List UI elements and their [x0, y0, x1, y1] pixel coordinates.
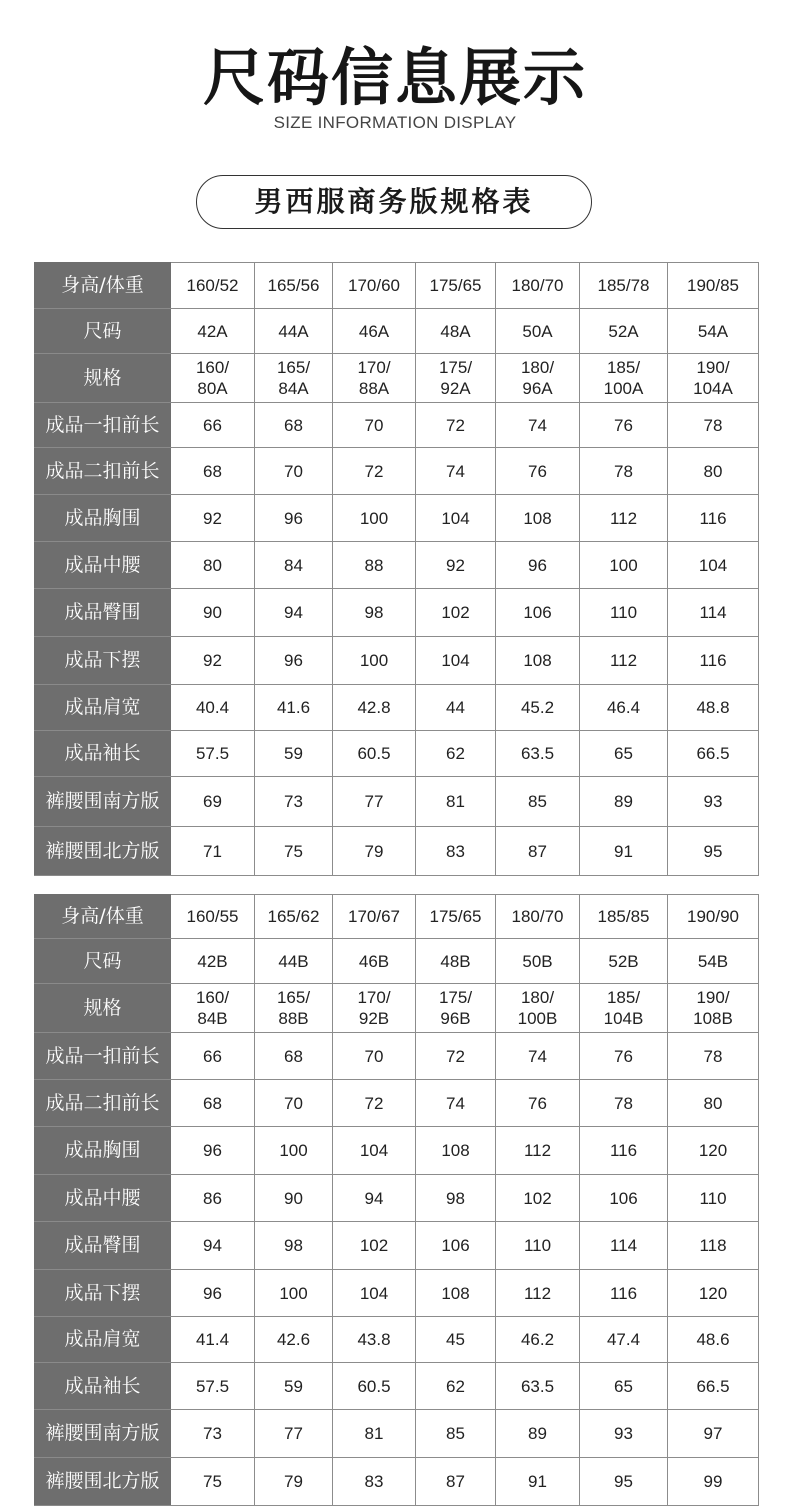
- table-cell: 175/65: [416, 263, 496, 309]
- table-row: [35, 777, 759, 827]
- table-cell: 42B: [171, 939, 255, 984]
- table-cell: 60.5: [333, 1363, 416, 1410]
- table-row: [35, 895, 759, 939]
- cell-line: 92B: [358, 1009, 390, 1028]
- table-heading: 男西服商务版规格表: [196, 175, 592, 229]
- table-cell: 165/56: [255, 263, 333, 309]
- table-cell: 72: [333, 1080, 416, 1127]
- table-cell: 65: [580, 1363, 668, 1410]
- row-label: 成品下摆: [35, 1270, 171, 1317]
- table-cell: 70: [255, 1080, 333, 1127]
- table-cell: 66: [171, 403, 255, 448]
- row-label: 成品一扣前长: [35, 1033, 171, 1080]
- table-cell: 104: [668, 542, 759, 589]
- cell-line: 104B: [603, 1009, 644, 1028]
- table-cell: 62: [416, 731, 496, 777]
- table-cell: 170/67: [333, 895, 416, 939]
- table-cell: 78: [668, 1033, 759, 1080]
- table-cell: 66: [171, 1033, 255, 1080]
- table-cell: 72: [333, 448, 416, 495]
- table-cell: 185/78: [580, 263, 668, 309]
- table-cell: 102: [496, 1175, 580, 1222]
- table-cell: 46.2: [496, 1317, 580, 1363]
- cell-line: 160/: [195, 988, 230, 1007]
- table-cell: 102: [416, 589, 496, 637]
- table-cell: 62: [416, 1363, 496, 1410]
- table-cell: 100: [333, 637, 416, 685]
- cell-line: 160/: [195, 358, 230, 377]
- table-row: [35, 1458, 759, 1506]
- table-cell: 116: [580, 1127, 668, 1175]
- table-cell: [255, 984, 333, 1033]
- table-cell: 68: [255, 403, 333, 448]
- table-row: [35, 685, 759, 731]
- table-cell: 96: [171, 1270, 255, 1317]
- cell-line: 190/: [696, 358, 730, 377]
- table-cell: [496, 984, 580, 1033]
- table-cell: 116: [668, 637, 759, 685]
- table-cell: 108: [416, 1127, 496, 1175]
- cell-line: 165/: [276, 988, 311, 1007]
- table-cell: 180/70: [496, 895, 580, 939]
- table-cell: 74: [496, 1033, 580, 1080]
- row-label: 规格: [35, 984, 171, 1033]
- table-cell: 77: [333, 777, 416, 827]
- table-cell: 112: [496, 1270, 580, 1317]
- table-cell: 73: [171, 1410, 255, 1458]
- row-label: 裤腰围南方版: [35, 1410, 171, 1458]
- table-cell: 110: [668, 1175, 759, 1222]
- table-row: [35, 448, 759, 495]
- table-row: [35, 309, 759, 354]
- table-cell: 96: [255, 495, 333, 542]
- table-cell: 160/52: [171, 263, 255, 309]
- table-cell: 94: [333, 1175, 416, 1222]
- table-cell: 89: [496, 1410, 580, 1458]
- table-cell: 74: [416, 448, 496, 495]
- table-cell: 54A: [668, 309, 759, 354]
- table-row: [35, 827, 759, 876]
- table-row: [35, 984, 759, 1033]
- row-label: 成品中腰: [35, 542, 171, 589]
- table-cell: 50A: [496, 309, 580, 354]
- table-cell: 66.5: [668, 1363, 759, 1410]
- table-cell: 93: [668, 777, 759, 827]
- row-label: 成品肩宽: [35, 1317, 171, 1363]
- table-row: [35, 637, 759, 685]
- table-cell: 70: [333, 1033, 416, 1080]
- table-row: [35, 1222, 759, 1270]
- table-row: [35, 542, 759, 589]
- table-cell: 84: [255, 542, 333, 589]
- table-cell: 80: [171, 542, 255, 589]
- row-label: 尺码: [35, 309, 171, 354]
- table-cell: 106: [416, 1222, 496, 1270]
- cell-line: 180/: [520, 358, 555, 377]
- table-cell: 96: [255, 637, 333, 685]
- table-cell: 79: [255, 1458, 333, 1506]
- size-table-a: [34, 262, 759, 876]
- table-cell: 96: [171, 1127, 255, 1175]
- table-cell: 112: [496, 1127, 580, 1175]
- table-cell: 68: [171, 448, 255, 495]
- table-row: [35, 939, 759, 984]
- table-cell: 59: [255, 1363, 333, 1410]
- table-cell: 180/70: [496, 263, 580, 309]
- cell-line: 104A: [693, 379, 733, 398]
- row-label: 身高/体重: [35, 895, 171, 939]
- table-row: [35, 1080, 759, 1127]
- table-cell: 98: [333, 589, 416, 637]
- table-cell: 88: [333, 542, 416, 589]
- table-cell: 63.5: [496, 1363, 580, 1410]
- table-cell: 87: [496, 827, 580, 876]
- table-cell: 76: [580, 1033, 668, 1080]
- table-cell: 57.5: [171, 731, 255, 777]
- table-cell: 160/55: [171, 895, 255, 939]
- table-cell: 110: [496, 1222, 580, 1270]
- table-cell: 77: [255, 1410, 333, 1458]
- cell-line: 170/: [357, 358, 391, 377]
- table-cell: 120: [668, 1127, 759, 1175]
- table-cell: 78: [668, 403, 759, 448]
- cell-line: 100B: [517, 1009, 558, 1028]
- table-row: [35, 1410, 759, 1458]
- table-cell: 104: [333, 1270, 416, 1317]
- table-cell: 91: [580, 827, 668, 876]
- table-cell: 73: [255, 777, 333, 827]
- table-cell: 47.4: [580, 1317, 668, 1363]
- cell-line: 84B: [197, 1009, 228, 1028]
- table-cell: 100: [333, 495, 416, 542]
- cell-line: 96A: [522, 379, 553, 398]
- table-cell: 44B: [255, 939, 333, 984]
- cell-line: 185/: [606, 988, 641, 1007]
- table-cell: 106: [580, 1175, 668, 1222]
- table-cell: [496, 354, 580, 403]
- table-cell: 44A: [255, 309, 333, 354]
- table-cell: 170/60: [333, 263, 416, 309]
- table-cell: 120: [668, 1270, 759, 1317]
- table-cell: 104: [416, 637, 496, 685]
- table-cell: 78: [580, 1080, 668, 1127]
- table-cell: 89: [580, 777, 668, 827]
- table-cell: 63.5: [496, 731, 580, 777]
- table-cell: 81: [416, 777, 496, 827]
- cell-line: 88B: [278, 1009, 309, 1028]
- table-cell: 70: [333, 403, 416, 448]
- table-cell: 45.2: [496, 685, 580, 731]
- table-cell: 71: [171, 827, 255, 876]
- table-cell: 175/65: [416, 895, 496, 939]
- table-cell: 83: [416, 827, 496, 876]
- table-cell: 98: [255, 1222, 333, 1270]
- table-cell: 108: [496, 637, 580, 685]
- table-cell: 46A: [333, 309, 416, 354]
- table-cell: 68: [171, 1080, 255, 1127]
- row-label: 成品臀围: [35, 589, 171, 637]
- table-cell: 69: [171, 777, 255, 827]
- cell-line: 80A: [197, 379, 228, 398]
- table-cell: 75: [255, 827, 333, 876]
- page-title: 尺码信息展示: [202, 41, 587, 114]
- table-row: [35, 731, 759, 777]
- row-label: 规格: [35, 354, 171, 403]
- cell-line: 108B: [693, 1009, 733, 1028]
- cell-line: 170/: [357, 988, 391, 1007]
- table-cell: 76: [496, 1080, 580, 1127]
- table-cell: [171, 354, 255, 403]
- table-cell: 75: [171, 1458, 255, 1506]
- row-label: 身高/体重: [35, 263, 171, 309]
- table-cell: 85: [496, 777, 580, 827]
- table-cell: 48.8: [668, 685, 759, 731]
- table-cell: 46B: [333, 939, 416, 984]
- cell-line: 190/: [696, 988, 730, 1007]
- table-cell: 60.5: [333, 731, 416, 777]
- table-row: [35, 263, 759, 309]
- table-cell: 94: [171, 1222, 255, 1270]
- table-cell: 42A: [171, 309, 255, 354]
- table-cell: [416, 354, 496, 403]
- cell-line: 175/: [438, 988, 473, 1007]
- row-label: 成品胸围: [35, 495, 171, 542]
- table-cell: [333, 984, 416, 1033]
- table-cell: [580, 984, 668, 1033]
- cell-line: 88A: [358, 379, 390, 398]
- table-cell: 106: [496, 589, 580, 637]
- cell-line: 180/: [520, 988, 555, 1007]
- table-cell: 78: [580, 448, 668, 495]
- row-label: 成品臀围: [35, 1222, 171, 1270]
- table-cell: 116: [668, 495, 759, 542]
- table-cell: 48B: [416, 939, 496, 984]
- table-cell: 100: [255, 1270, 333, 1317]
- table-cell: 91: [496, 1458, 580, 1506]
- table-cell: 104: [333, 1127, 416, 1175]
- table-cell: 108: [496, 495, 580, 542]
- table-cell: 83: [333, 1458, 416, 1506]
- table-cell: 50B: [496, 939, 580, 984]
- cell-line: 165/: [276, 358, 311, 377]
- row-label: 成品下摆: [35, 637, 171, 685]
- table-cell: [668, 354, 759, 403]
- table-cell: [333, 354, 416, 403]
- table-row: [35, 403, 759, 448]
- row-label: 裤腰围北方版: [35, 827, 171, 876]
- table-cell: 190/90: [668, 895, 759, 939]
- table-cell: 65: [580, 731, 668, 777]
- cell-line: 100A: [603, 379, 644, 398]
- table-row: [35, 1127, 759, 1175]
- table-cell: 190/85: [668, 263, 759, 309]
- table-cell: 108: [416, 1270, 496, 1317]
- table-cell: 96: [496, 542, 580, 589]
- table-cell: 68: [255, 1033, 333, 1080]
- cell-line: 84A: [278, 379, 309, 398]
- table-cell: 54B: [668, 939, 759, 984]
- table-cell: 104: [416, 495, 496, 542]
- table-cell: 40.4: [171, 685, 255, 731]
- table-cell: 41.6: [255, 685, 333, 731]
- table-cell: 52B: [580, 939, 668, 984]
- table-cell: 80: [668, 1080, 759, 1127]
- table-cell: 94: [255, 589, 333, 637]
- table-cell: 100: [580, 542, 668, 589]
- table-cell: 52A: [580, 309, 668, 354]
- row-label: 成品中腰: [35, 1175, 171, 1222]
- table-row: [35, 589, 759, 637]
- table-cell: 98: [416, 1175, 496, 1222]
- table-cell: 43.8: [333, 1317, 416, 1363]
- table-cell: 95: [668, 827, 759, 876]
- cell-line: 92A: [440, 379, 471, 398]
- row-label: 成品二扣前长: [35, 1080, 171, 1127]
- table-cell: 74: [416, 1080, 496, 1127]
- cell-line: 175/: [438, 358, 473, 377]
- page-subtitle: SIZE INFORMATION DISPLAY: [273, 113, 517, 132]
- table-cell: 112: [580, 495, 668, 542]
- table-cell: 90: [171, 589, 255, 637]
- table-cell: [580, 354, 668, 403]
- table-cell: [171, 984, 255, 1033]
- table-cell: 86: [171, 1175, 255, 1222]
- row-label: 成品袖长: [35, 1363, 171, 1410]
- row-label: 成品二扣前长: [35, 448, 171, 495]
- row-label: 尺码: [35, 939, 171, 984]
- cell-line: 185/: [606, 358, 641, 377]
- table-cell: 116: [580, 1270, 668, 1317]
- table-cell: 66.5: [668, 731, 759, 777]
- table-cell: 112: [580, 637, 668, 685]
- table-cell: 57.5: [171, 1363, 255, 1410]
- table-cell: [255, 354, 333, 403]
- table-cell: 102: [333, 1222, 416, 1270]
- table-row: [35, 495, 759, 542]
- table-cell: 42.6: [255, 1317, 333, 1363]
- table-cell: 87: [416, 1458, 496, 1506]
- table-cell: 72: [416, 1033, 496, 1080]
- table-cell: 90: [255, 1175, 333, 1222]
- table-cell: [416, 984, 496, 1033]
- table-cell: 92: [171, 495, 255, 542]
- table-cell: 110: [580, 589, 668, 637]
- table-cell: 93: [580, 1410, 668, 1458]
- table-cell: 85: [416, 1410, 496, 1458]
- table-row: [35, 1363, 759, 1410]
- table-cell: 118: [668, 1222, 759, 1270]
- row-label: 裤腰围南方版: [35, 777, 171, 827]
- size-table-b: [34, 894, 759, 1506]
- table-cell: 92: [416, 542, 496, 589]
- table-cell: 70: [255, 448, 333, 495]
- table-cell: 41.4: [171, 1317, 255, 1363]
- table-cell: 99: [668, 1458, 759, 1506]
- table-cell: 48.6: [668, 1317, 759, 1363]
- table-cell: 42.8: [333, 685, 416, 731]
- table-cell: 185/85: [580, 895, 668, 939]
- table-row: [35, 1270, 759, 1317]
- table-cell: 95: [580, 1458, 668, 1506]
- table-cell: 46.4: [580, 685, 668, 731]
- row-label: 成品袖长: [35, 731, 171, 777]
- row-label: 成品肩宽: [35, 685, 171, 731]
- table-row: [35, 1033, 759, 1080]
- table-cell: 76: [580, 403, 668, 448]
- table-cell: 114: [580, 1222, 668, 1270]
- table-row: [35, 1317, 759, 1363]
- table-cell: 76: [496, 448, 580, 495]
- cell-line: 96B: [440, 1009, 471, 1028]
- table-cell: 74: [496, 403, 580, 448]
- table-cell: 165/62: [255, 895, 333, 939]
- table-cell: 100: [255, 1127, 333, 1175]
- table-cell: 97: [668, 1410, 759, 1458]
- table-cell: 45: [416, 1317, 496, 1363]
- table-cell: 48A: [416, 309, 496, 354]
- table-cell: 44: [416, 685, 496, 731]
- table-row: [35, 354, 759, 403]
- row-label: 裤腰围北方版: [35, 1458, 171, 1506]
- table-cell: [668, 984, 759, 1033]
- row-label: 成品一扣前长: [35, 403, 171, 448]
- table-cell: 59: [255, 731, 333, 777]
- table-cell: 80: [668, 448, 759, 495]
- table-cell: 79: [333, 827, 416, 876]
- table-cell: 72: [416, 403, 496, 448]
- table-cell: 92: [171, 637, 255, 685]
- row-label: 成品胸围: [35, 1127, 171, 1175]
- table-cell: 114: [668, 589, 759, 637]
- table-row: [35, 1175, 759, 1222]
- table-cell: 81: [333, 1410, 416, 1458]
